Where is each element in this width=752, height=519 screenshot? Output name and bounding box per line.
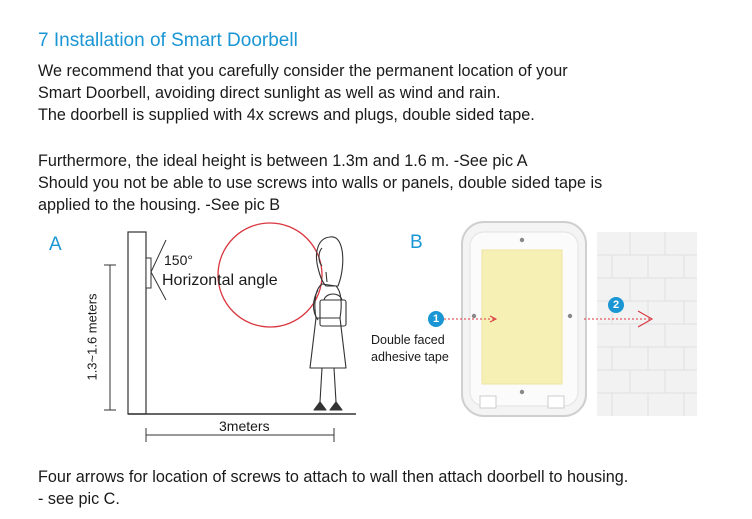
pic-b-diagram <box>444 222 697 416</box>
distance-label: 3meters <box>219 418 270 434</box>
step-2-badge: 2 <box>608 297 624 313</box>
screw-hole <box>472 314 476 318</box>
height-line-3: applied to the housing. -See pic B <box>38 196 281 214</box>
person-figure <box>310 237 346 410</box>
tape-label-line-2: adhesive tape <box>371 350 449 364</box>
height-line-1: Furthermore, the ideal height is between 1.3m and 1.6 m. -See pic A <box>38 152 528 170</box>
screw-hole <box>568 314 572 318</box>
footer-line-2: - see pic C. <box>38 490 120 508</box>
tape-label-line-1: Double faced <box>371 333 445 347</box>
height-label: 1.3~1.6 meters <box>84 293 100 381</box>
intro-line-3: The doorbell is supplied with 4x screws and plugs, double sided tape. <box>38 106 535 124</box>
intro-line-1: We recommend that you carefully consider the permanent location of your <box>38 62 568 80</box>
step-1-badge: 1 <box>428 311 444 327</box>
wall <box>128 232 146 414</box>
height-line-2: Should you not be able to use screws into walls or panels, double sided tape is <box>38 174 603 192</box>
doorbell-side <box>146 258 151 288</box>
intro-line-2: Smart Doorbell, avoiding direct sunlight as well as wind and rain. <box>38 84 501 102</box>
adhesive-tape <box>482 250 562 384</box>
footer-paragraph <box>38 466 628 510</box>
screw-hole <box>520 390 524 394</box>
angle-caption: Horizontal angle <box>162 272 278 289</box>
section-title: 7 Installation of Smart Doorbell <box>38 30 298 51</box>
pic-a-label: A <box>49 234 62 255</box>
angle-value: 150° <box>164 252 193 268</box>
pic-b-label: B <box>410 232 423 253</box>
screw-hole <box>520 238 524 242</box>
pic-a-diagram <box>104 223 356 442</box>
footer-line-1: Four arrows for location of screws to attach to wall then attach doorbell to housing. <box>38 468 629 486</box>
tape-label <box>371 332 449 366</box>
